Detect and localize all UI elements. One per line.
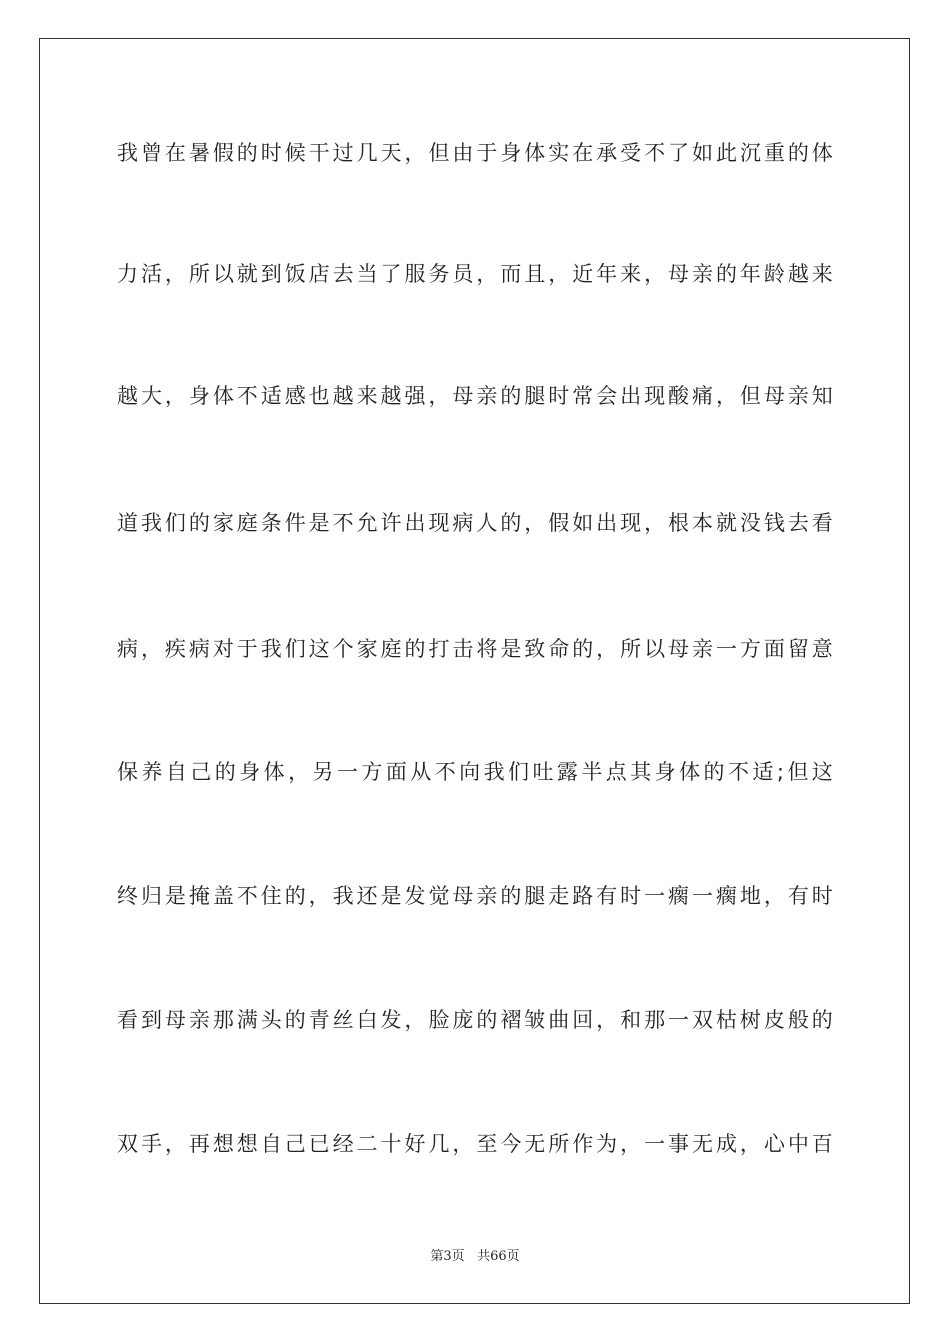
text-line: 双手，再想想自己已经二十好几，至今无所作为，一事无成，心中百 bbox=[117, 1132, 833, 1156]
text-line: 看到母亲那满头的青丝白发，脸庞的褶皱曲回，和那一双枯树皮般的 bbox=[117, 1008, 833, 1032]
current-page-number: 第3页 bbox=[430, 1249, 465, 1264]
text-line: 道我们的家庭条件是不允许出现病人的，假如出现，根本就没钱去看 bbox=[117, 511, 833, 535]
page-footer bbox=[0, 1248, 950, 1266]
text-line: 病，疾病对于我们这个家庭的打击将是致命的，所以母亲一方面留意 bbox=[117, 637, 833, 661]
text-line: 力活，所以就到饭店去当了服务员，而且，近年来，母亲的年龄越来 bbox=[117, 262, 833, 286]
text-line: 越大，身体不适感也越来越强，母亲的腿时常会出现酸痛，但母亲知 bbox=[117, 384, 833, 408]
page-border bbox=[39, 38, 910, 1304]
text-line: 我曾在暑假的时候干过几天，但由于身体实在承受不了如此沉重的体 bbox=[117, 141, 833, 165]
total-page-count: 共66页 bbox=[477, 1249, 520, 1264]
text-line: 保养自己的身体，另一方面从不向我们吐露半点其身体的不适;但这 bbox=[117, 760, 833, 784]
text-line: 终归是掩盖不住的，我还是发觉母亲的腿走路有时一瘸一瘸地，有时 bbox=[117, 884, 833, 908]
